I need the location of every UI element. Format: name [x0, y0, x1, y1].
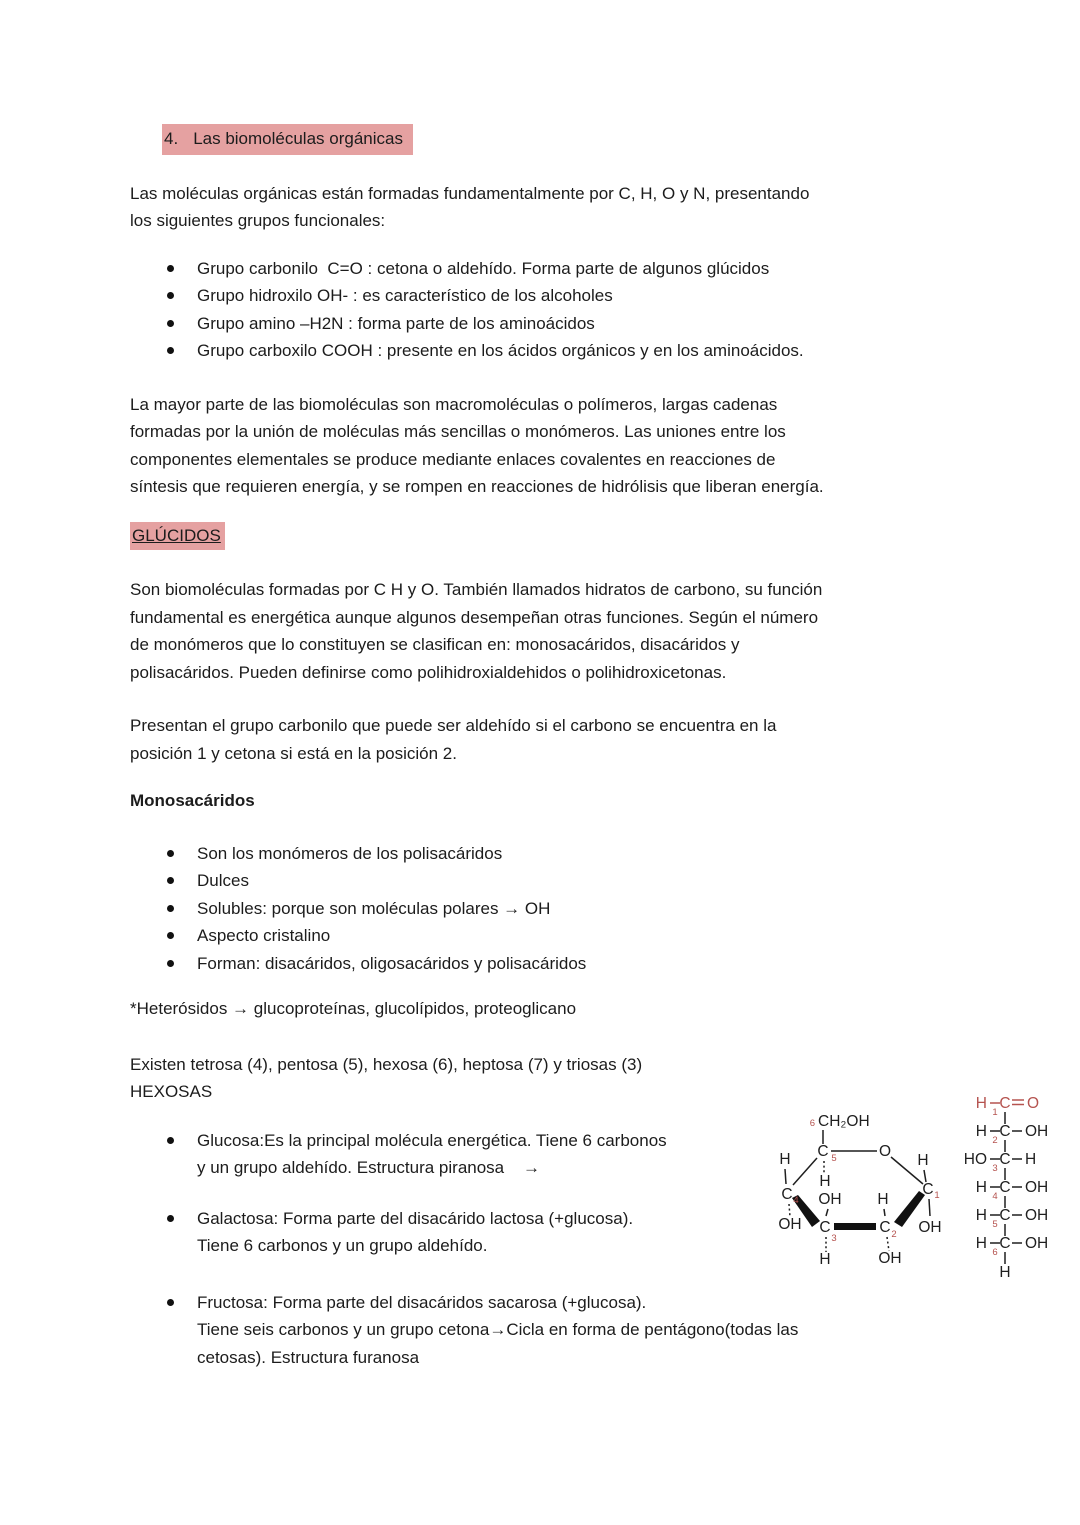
- bond: [785, 1169, 786, 1184]
- section-heading: [162, 124, 960, 155]
- heterosidos-note: *Heterósidos → glucoproteínas, glucolípidos, proteoglicano: [130, 999, 577, 1018]
- atom-label: OH: [1025, 1235, 1049, 1252]
- atom-label-c: C: [999, 1207, 1011, 1224]
- list-item: [130, 255, 960, 283]
- atom-label-c4: C: [781, 1186, 793, 1203]
- carbon-number: 4: [992, 1191, 998, 1202]
- text-line: fundamental es energética aunque algunos desempeñan otras funciones. Según el número: [130, 607, 819, 627]
- text-line: Fructosa: Forma parte del disacáridos sacarosa (+glucosa).: [197, 1292, 647, 1312]
- macromolecules-paragraph: [130, 391, 960, 501]
- list-item: [130, 867, 960, 895]
- bullet-icon: [167, 292, 174, 299]
- section-title: Las biomoléculas orgánicas: [193, 129, 403, 148]
- atom-label: H: [975, 1235, 987, 1252]
- text-line: cetosas). Estructura furanosa: [197, 1347, 420, 1367]
- atom-label: H: [975, 1095, 987, 1112]
- text-line: Tiene seis carbonos y un grupo cetona→Cicla en forma de pentágono(todas las: [197, 1320, 799, 1339]
- list-item-text: Grupo carboxilo COOH : presente en los ácidos orgánicos y en los aminoácidos.: [197, 341, 804, 360]
- text-line: de monómeros que lo constituyen se clasifican en: monosacáridos, disacáridos y: [130, 635, 740, 654]
- atom-label: H: [975, 1179, 987, 1196]
- list-item-text: Son los monómeros de los polisacáridos: [197, 843, 503, 863]
- carbon-number: 1: [934, 1190, 940, 1201]
- bullet-icon: [167, 347, 174, 354]
- carbon-number: 6: [809, 1118, 815, 1129]
- bullet-icon: [167, 850, 174, 857]
- bond-dashed: [887, 1237, 889, 1251]
- atom-label: H: [975, 1123, 987, 1140]
- list-item: [130, 922, 960, 950]
- carbon-number: 5: [992, 1219, 998, 1230]
- glucose-fischer-structure: [948, 1085, 1060, 1295]
- text-line: Tiene 6 carbonos y un grupo aldehído.: [197, 1236, 488, 1255]
- atom-label-c: C: [999, 1151, 1011, 1168]
- atom-label-c5: C: [817, 1143, 829, 1160]
- bond: [826, 1209, 828, 1216]
- atom-label-c2: C: [879, 1219, 891, 1236]
- text-line: formadas por la unión de moléculas más sencillas o monómeros. Las uniones entre los: [130, 422, 786, 441]
- carbon-number: 6: [992, 1247, 998, 1258]
- list-item-text: Aspecto cristalino: [197, 926, 331, 945]
- list-item: [130, 337, 960, 365]
- intro-paragraph: [130, 180, 960, 235]
- section-number: 4.: [164, 129, 179, 148]
- monosacaridos-list: [130, 840, 960, 978]
- atom-label-h: H: [917, 1152, 929, 1169]
- atom-label-oh: OH: [878, 1250, 902, 1267]
- bond: [929, 1199, 930, 1216]
- bullet-icon: [167, 1137, 174, 1144]
- atom-label-h: H: [877, 1191, 889, 1208]
- bold-ring-bond: [834, 1223, 876, 1230]
- list-item-text: Solubles: porque son moléculas polares → OH: [197, 898, 551, 918]
- list-item-text: Grupo amino –H2N : forma parte de los aminoácidos: [197, 313, 595, 333]
- bond: [793, 1158, 817, 1185]
- carbon-number: 5: [831, 1153, 837, 1164]
- bullet-icon: [167, 960, 174, 967]
- list-item-fructosa: [130, 1289, 960, 1372]
- list-item: [130, 950, 960, 978]
- carbon-number: 1: [992, 1107, 998, 1118]
- list-item: [130, 895, 960, 923]
- atom-label-h: H: [819, 1173, 831, 1190]
- text-line: los siguientes grupos funcionales:: [130, 211, 386, 230]
- bullet-icon: [167, 905, 174, 912]
- atom-label-o: O: [878, 1143, 892, 1160]
- glucose-pyranose-structure: [760, 1085, 960, 1285]
- bond: [884, 1209, 885, 1216]
- atom-label: H: [999, 1264, 1011, 1281]
- bullet-icon: [167, 1215, 174, 1222]
- atom-label-c: C: [999, 1179, 1011, 1196]
- atom-label-oh: OH: [818, 1191, 842, 1208]
- glucidos-heading-highlight: GLÚCIDOS: [130, 522, 225, 551]
- atom-label-h: H: [779, 1151, 791, 1168]
- carbon-number: 3: [831, 1233, 837, 1244]
- list-item-text: Dulces: [197, 871, 249, 890]
- monosacaridos-heading: Monosacáridos: [130, 791, 255, 810]
- list-item-text: Grupo carbonilo C=O : cetona o aldehído. Forma parte de algunos glúcidos: [197, 258, 770, 278]
- list-item-text: Forman: disacáridos, oligosacáridos y polisacáridos: [197, 953, 587, 973]
- carbon-number: 2: [891, 1229, 897, 1240]
- glucidos-intro-paragraph: [130, 576, 960, 686]
- text-line: y un grupo aldehído. Estructura piranosa →: [197, 1158, 541, 1177]
- atom-label: O: [1027, 1095, 1040, 1112]
- text-line: Son biomoléculas formadas por C H y O. También llamados hidratos de carbono, su función: [130, 580, 823, 599]
- glucidos-heading: [130, 522, 960, 551]
- atom-label: OH: [1025, 1123, 1049, 1140]
- atom-label: OH: [1025, 1207, 1049, 1224]
- atom-label: H: [1025, 1151, 1037, 1168]
- text-line: Galactosa: Forma parte del disacárido lactosa (+glucosa).: [197, 1208, 634, 1228]
- bullet-icon: [167, 265, 174, 272]
- atom-label-oh: OH: [918, 1219, 942, 1236]
- text-line: Existen tetrosa (4), pentosa (5), hexosa (6), heptosa (7) y triosas (3): [130, 1054, 643, 1074]
- bullet-icon: [167, 877, 174, 884]
- carbon-number: 4: [793, 1195, 799, 1206]
- atom-label-h: H: [819, 1251, 831, 1268]
- carbon-number: 3: [992, 1163, 998, 1174]
- atom-label-c1: C: [922, 1181, 934, 1198]
- text-line: posición 1 y cetona si está en la posición 2.: [130, 743, 457, 763]
- carbonilo-paragraph: [130, 712, 960, 767]
- atom-label-oh: OH: [778, 1216, 802, 1233]
- text-line: síntesis que requieren energía, y se rompen en reacciones de hidrólisis que liberan energía.: [130, 477, 824, 496]
- list-item: [130, 310, 960, 338]
- atom-label-c: C: [999, 1095, 1011, 1112]
- atom-label-c: C: [999, 1235, 1011, 1252]
- text-line: La mayor parte de las biomoléculas son macromoléculas o polímeros, largas cadenas: [130, 394, 778, 414]
- text-line: polisacáridos. Pueden definirse como polihidroxialdehidos o polihidroxicetonas.: [130, 662, 727, 682]
- text-line: Las moléculas orgánicas están formadas fundamentalmente por C, H, O y N, presentando: [130, 183, 810, 203]
- atom-label-c: C: [999, 1123, 1011, 1140]
- bullet-icon: [167, 320, 174, 327]
- atom-label: H: [975, 1207, 987, 1224]
- bullet-icon: [167, 932, 174, 939]
- atom-label: HO: [963, 1151, 987, 1168]
- text-line: componentes elementales se produce mediante enlaces covalentes en reacciones de: [130, 449, 776, 469]
- text-line: Presentan el grupo carbonilo que puede ser aldehído si el carbono se encuentra en la: [130, 716, 777, 735]
- list-item: [130, 282, 960, 310]
- carbon-number: 2: [992, 1135, 998, 1146]
- text-line: Glucosa:Es la principal molécula energética. Tiene 6 carbonos: [197, 1130, 667, 1150]
- section-heading-highlight: [162, 124, 413, 155]
- bullet-icon: [167, 1299, 174, 1306]
- atom-label-c3: C: [819, 1219, 831, 1236]
- list-item-text: Grupo hidroxilo OH- : es característico de los alcoholes: [197, 286, 613, 305]
- ch2oh-label: CH₂OH: [818, 1113, 870, 1130]
- text-line: HEXOSAS: [130, 1082, 213, 1101]
- atom-label: OH: [1025, 1179, 1049, 1196]
- list-item: [130, 840, 960, 868]
- functional-groups-list: [130, 255, 960, 365]
